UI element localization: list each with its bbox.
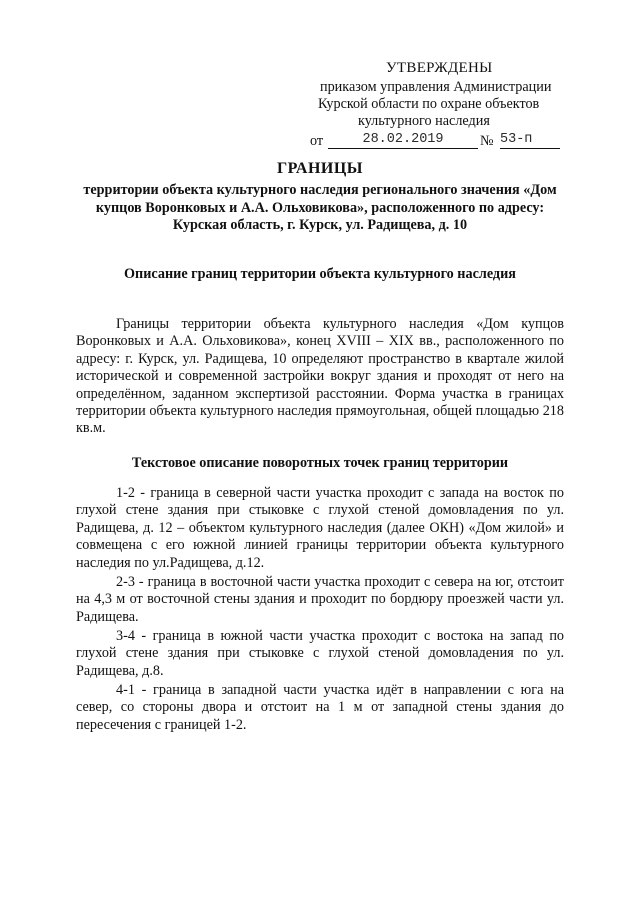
approval-block xyxy=(310,60,576,151)
approval-line-2: Курской области по охране объектов xyxy=(318,96,540,112)
number-sign: № xyxy=(480,133,494,149)
title-heading: ГРАНИЦЫ xyxy=(276,160,363,177)
title-subtitle: территории объекта культурного наследия регионального значения «Дом купцов Воронковых и А.А. Ольховикова», расположенного по адресу: Курская область, г. Курск, ул. Радищева, д. 10 xyxy=(83,182,557,233)
point-paragraph-1-2: 1-2 - граница в северной части участка проходит с запада на восток по глухой стене здания при стыковке с глухой стеной домовладения по ул. Радищева, д. 12 – объектом культурного наследия (далее ОКН) «Дом жилой» и совмещена с его южной линией границы территории объекта культурного наследия по ул.Радищева, д.12. xyxy=(76,485,564,571)
point-paragraph-4-1: 4-1 - граница в западной части участка идёт в направлении с юга на север, со стороны двора и отстоит на 1 м от западной стены здания до пересечения с границей 1-2. xyxy=(76,682,564,733)
from-label: от xyxy=(310,133,324,149)
order-number: 53-п xyxy=(500,131,560,149)
point-paragraph-3-4: 3-4 - граница в южной части участка проходит с востока на запад по глухой стене здания при стыковке с глухой стеной домовладения по ул. Радищева, д.8. xyxy=(76,628,564,679)
description-paragraph: Границы территории объекта культурного наследия «Дом купцов Воронковых и А.А. Ольховикова», конец XVIII – XIX вв., расположенного по адресу: г. Курск, ул. Радищева, 10 определяют пространство в квартале жилой исторической и современной застройки вокруг здания и проходят от него на определённом, заданном экспертизой расстоянии. Форма участка в границах территории объекта культурного наследия прямоугольная, общей площадью 218 кв.м. xyxy=(76,316,564,437)
point-paragraph-2-3: 2-3 - граница в восточной части участка проходит с севера на юг, отстоит на 4,3 м от восточной стены здания и проходит по бордюру проезжей части ул. Радищева. xyxy=(76,574,564,625)
section-description-title: Описание границ территории объекта культурного наследия xyxy=(124,266,516,282)
document-title xyxy=(70,160,570,235)
approved-heading: УТВЕРЖДЕНЫ xyxy=(386,60,493,76)
order-reference xyxy=(310,131,576,151)
section-points-title: Текстовое описание поворотных точек границ территории xyxy=(131,455,509,471)
order-date: 28.02.2019 xyxy=(328,131,478,149)
approval-line-3: культурного наследия xyxy=(358,113,490,129)
approval-line-1: приказом управления Администрации xyxy=(320,79,552,95)
